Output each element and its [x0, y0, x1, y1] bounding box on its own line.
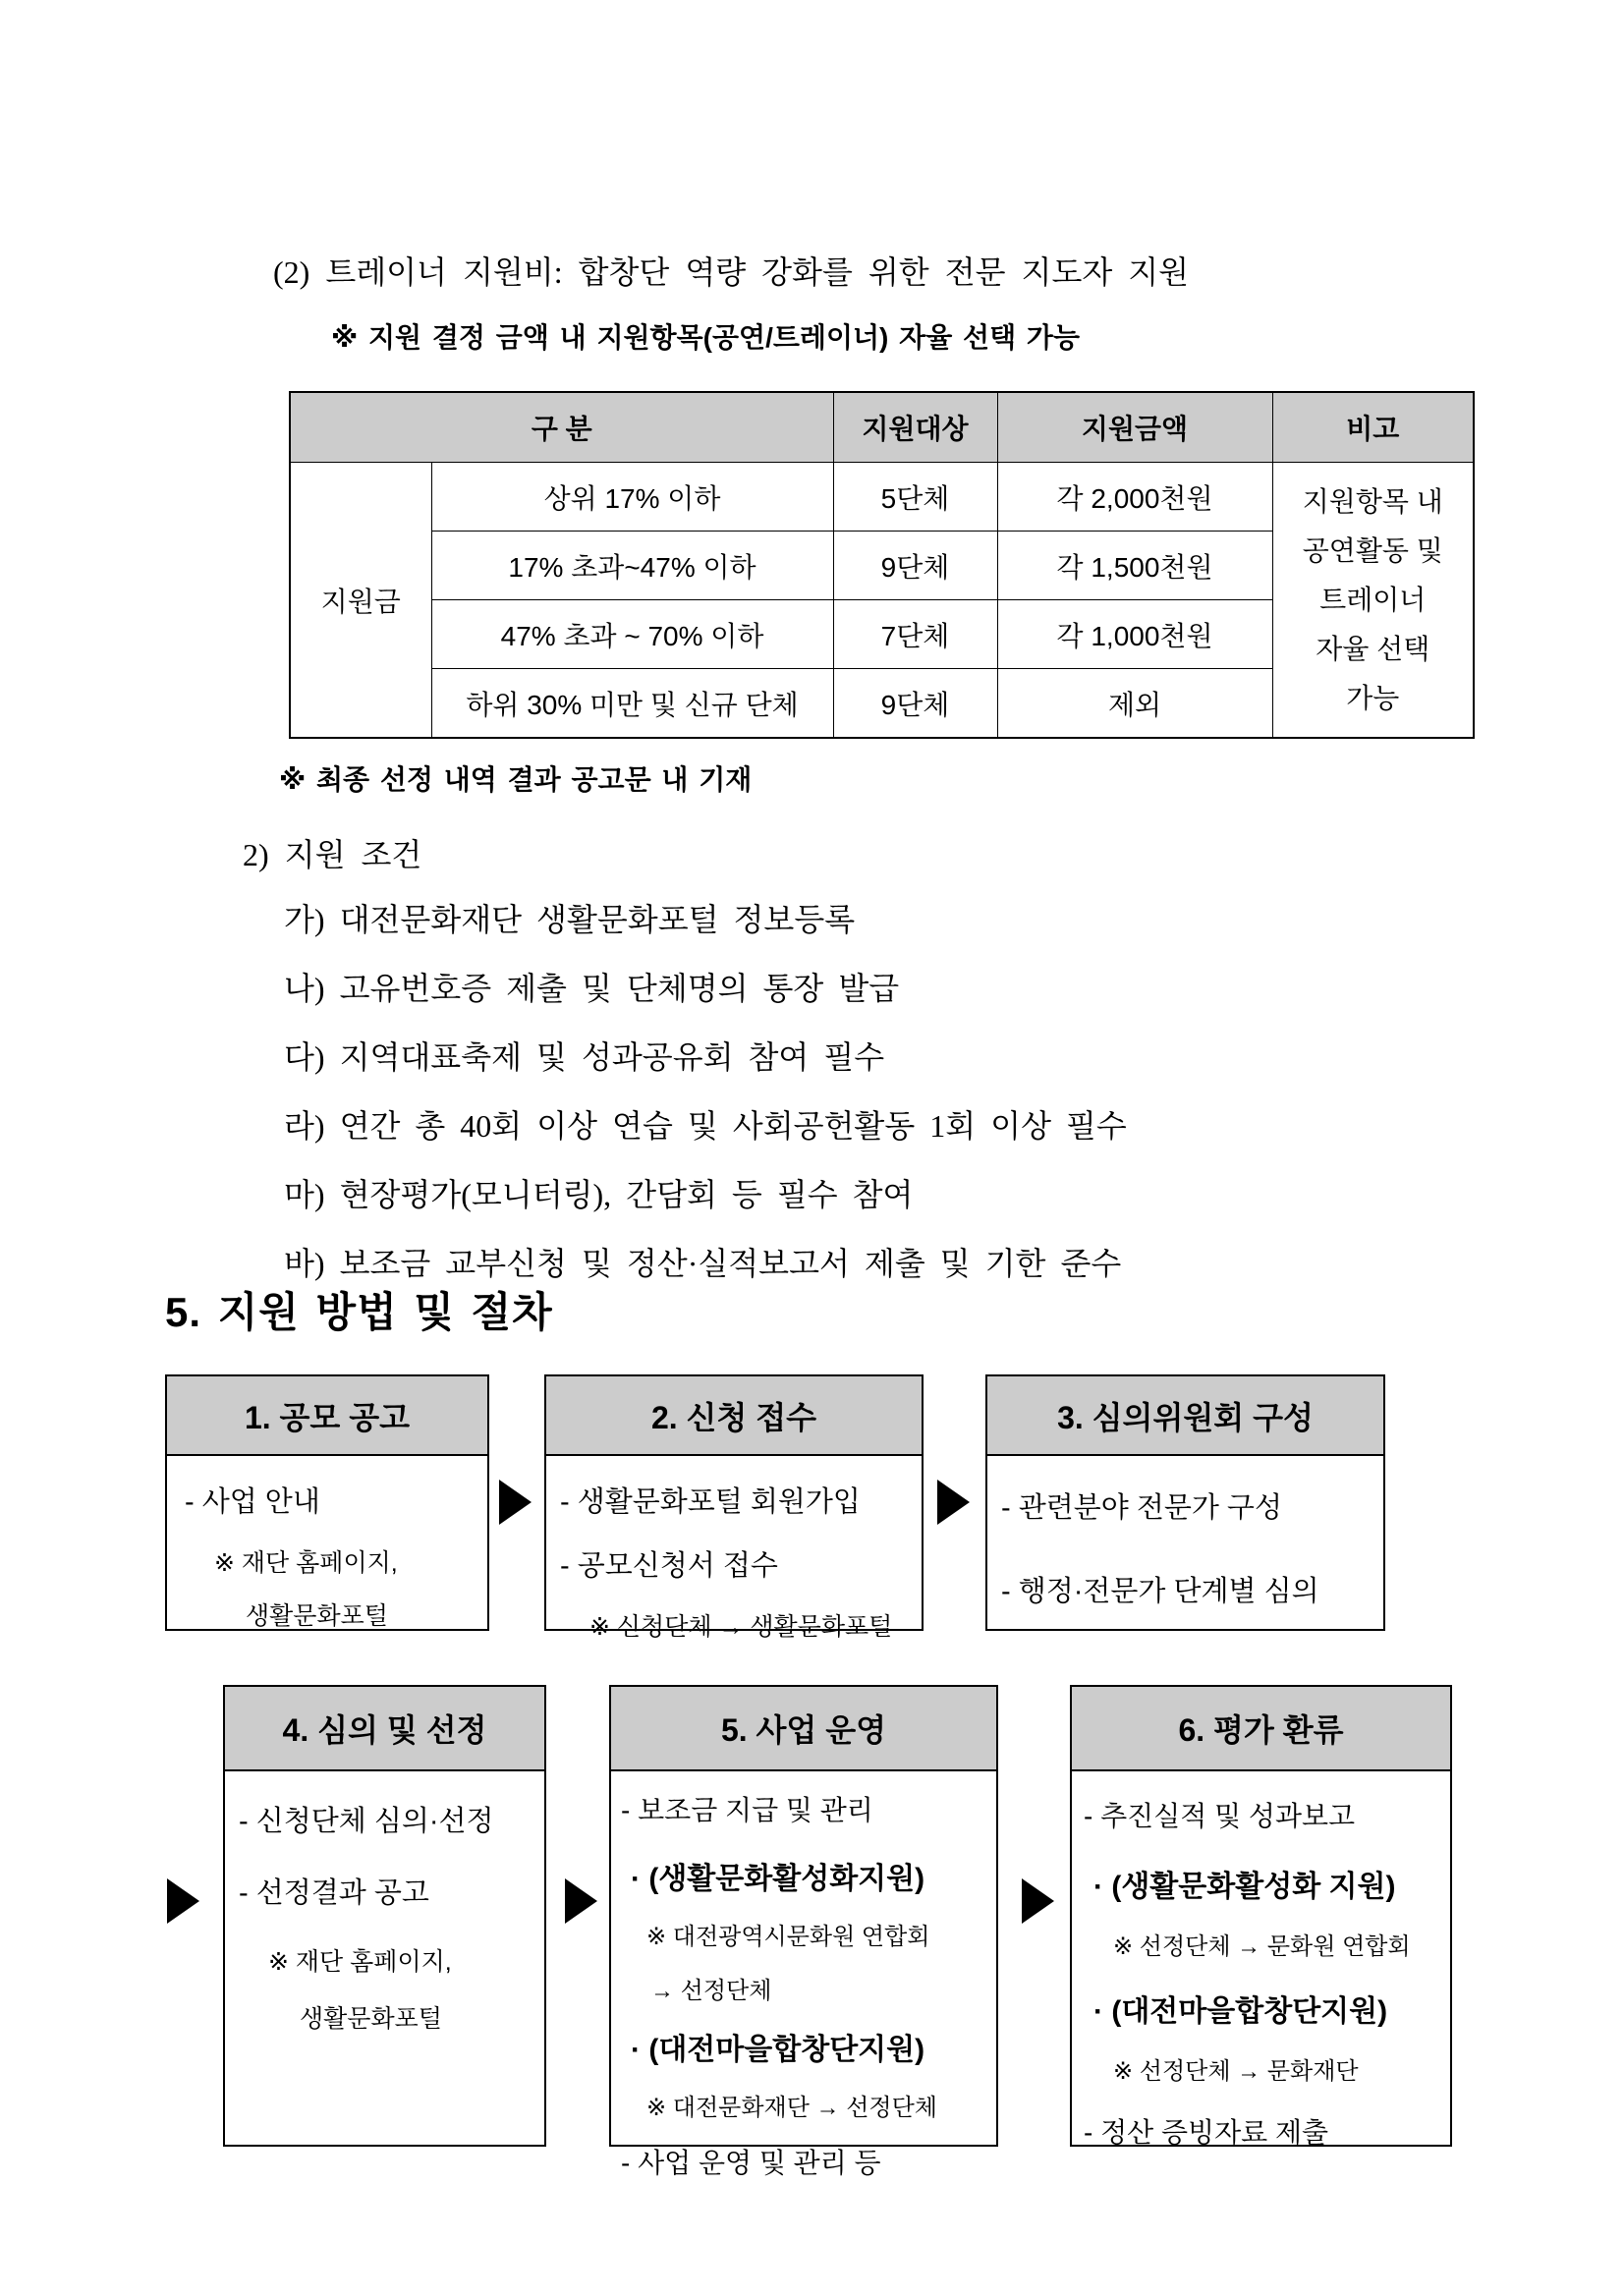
flow-line: - 관련분야 전문가 구성 [1001, 1492, 1282, 1524]
target-cell: 7단체 [833, 600, 997, 669]
table-header-row [290, 392, 1474, 463]
condition-item: 나) 고유번호증 제출 및 단체명의 통장 발급 [284, 971, 900, 1006]
flow-box-5-header: 5. 사업 운영 [611, 1687, 996, 1771]
category-cell: 상위 17% 이하 [431, 463, 833, 532]
condition-item: 라) 연간 총 40회 이상 연습 및 사회공헌활동 1회 이상 필수 [284, 1108, 1127, 1144]
remark-line: 지원항목 내 [1302, 485, 1443, 517]
flow-arrow-icon [167, 1878, 199, 1924]
flow-box-6-header: 6. 평가 환류 [1072, 1687, 1450, 1771]
amount-cell: 제외 [997, 669, 1272, 739]
flow-line: - 생활문화포털 회원가입 [560, 1486, 861, 1518]
flow-line: - 행정·전문가 단계별 심의 [1001, 1576, 1319, 1607]
flow-box-4 [223, 1685, 546, 2147]
flow-line: ※ 대전문화재단 → 선정단체 [646, 2095, 937, 2121]
remark-line: 공연활동 및 [1302, 534, 1443, 566]
flow-arrow-icon [499, 1480, 532, 1525]
condition-item: 다) 지역대표축제 및 성과공유회 참여 필수 [284, 1039, 885, 1075]
remark-line: 트레이너 [1319, 584, 1427, 615]
flow-line: - 보조금 지급 및 관리 [621, 1795, 873, 1825]
flow-box-5 [609, 1685, 998, 2178]
flow-line: ※ 재단 홈페이지, [268, 1948, 452, 1976]
flow-box-2 [544, 1374, 924, 1641]
flow-box-6 [1070, 1685, 1452, 2147]
flow-box-4-body [225, 1771, 544, 2035]
support-table-wrap [289, 391, 1475, 739]
header-target: 지원대상 [833, 392, 997, 463]
flow-line: → 선정단체 [650, 1978, 772, 2004]
remark-line: 가능 [1346, 682, 1400, 713]
flow-box-1-body [167, 1456, 487, 1632]
flow-line: ※ 신청단체 → 생활문화포털 [589, 1613, 893, 1641]
subsection-title: 2) 지원 조건 [243, 837, 422, 872]
flow-arrow-icon [565, 1878, 597, 1924]
flow-line: ※ 재단 홈페이지, [214, 1549, 398, 1577]
header-amount: 지원금액 [997, 392, 1272, 463]
category-cell: 47% 초과 ~ 70% 이하 [431, 600, 833, 669]
flow-line: · (생활문화활성화 지원) [1093, 1871, 1396, 1903]
note-below-table: ※ 최종 선정 내역 결과 공고문 내 기재 [279, 764, 753, 795]
flow-box-6-body [1072, 1771, 1450, 2151]
flow-arrow-icon [937, 1480, 970, 1525]
flow-line: 생활문화포털 [300, 2005, 442, 2033]
amount-cell: 각 2,000천원 [997, 463, 1272, 532]
flow-box-2-body [546, 1456, 922, 1643]
flow-line: 생활문화포털 [246, 1602, 388, 1630]
flow-box-2-header: 2. 신청 접수 [546, 1376, 922, 1456]
target-cell: 5단체 [833, 463, 997, 532]
flow-box-3 [985, 1374, 1385, 1631]
flow-arrow-icon [1022, 1878, 1054, 1924]
note-above-table: ※ 지원 결정 금액 내 지원항목(공연/트레이너) 자율 선택 가능 [331, 322, 1080, 353]
remark-line: 자율 선택 [1316, 633, 1430, 664]
flow-line: ※ 선정단체 → 문화재단 [1113, 2058, 1359, 2085]
amount-cell: 각 1,500천원 [997, 532, 1272, 600]
flow-box-3-header: 3. 심의위원회 구성 [987, 1376, 1383, 1456]
flow-line: - 사업 안내 [185, 1486, 320, 1518]
flow-line: - 공모신청서 접수 [560, 1550, 778, 1582]
flow-line: · (대전마을합창단지원) [631, 2034, 925, 2066]
flow-box-1 [165, 1374, 489, 1631]
flow-box-5-body [611, 1771, 996, 2181]
flow-line: ※ 대전광역시문화원 연합회 [646, 1924, 930, 1950]
flow-line: - 사업 운영 및 관리 등 [621, 2148, 881, 2178]
flow-box-1-header: 1. 공모 공고 [167, 1376, 487, 1456]
header-category: 구 분 [290, 392, 833, 463]
flow-line: - 추진실적 및 성과보고 [1084, 1801, 1356, 1831]
condition-item: 바) 보조금 교부신청 및 정산·실적보고서 제출 및 기한 준수 [284, 1246, 1122, 1281]
flow-line: · (대전마을합창단지원) [1093, 1995, 1388, 2028]
section-title: 5. 지원 방법 및 절차 [165, 1289, 553, 1335]
table-row [290, 463, 1474, 532]
flow-line: - 정산 증빙자료 제출 [1084, 2117, 1329, 2148]
category-cell: 17% 초과~47% 이하 [431, 532, 833, 600]
condition-item: 가) 대전문화재단 생활문화포털 정보등록 [284, 902, 856, 937]
header-remark: 비고 [1272, 392, 1474, 463]
remark-cell [1272, 463, 1474, 739]
target-cell: 9단체 [833, 532, 997, 600]
flow-line: · (생활문화활성화지원) [631, 1863, 925, 1895]
category-cell: 하위 30% 미만 및 신규 단체 [431, 669, 833, 739]
flow-box-4-header: 4. 심의 및 선정 [225, 1687, 544, 1771]
conditions-list [284, 896, 1127, 1309]
flow-line: - 선정결과 공고 [239, 1877, 429, 1909]
target-cell: 9단체 [833, 669, 997, 739]
flow-box-3-body [987, 1456, 1383, 1609]
paragraph-title: (2) 트레이너 지원비: 합창단 역량 강화를 위한 전문 지도자 지원 [273, 254, 1190, 290]
condition-item: 마) 현장평가(모니터링), 간담회 등 필수 참여 [284, 1177, 914, 1212]
amount-cell: 각 1,000천원 [997, 600, 1272, 669]
flow-line: ※ 선정단체 → 문화원 연합회 [1113, 1933, 1411, 1960]
flow-line: - 신청단체 심의·선정 [239, 1806, 494, 1837]
group-label-cell: 지원금 [290, 463, 431, 739]
support-table [289, 391, 1475, 739]
